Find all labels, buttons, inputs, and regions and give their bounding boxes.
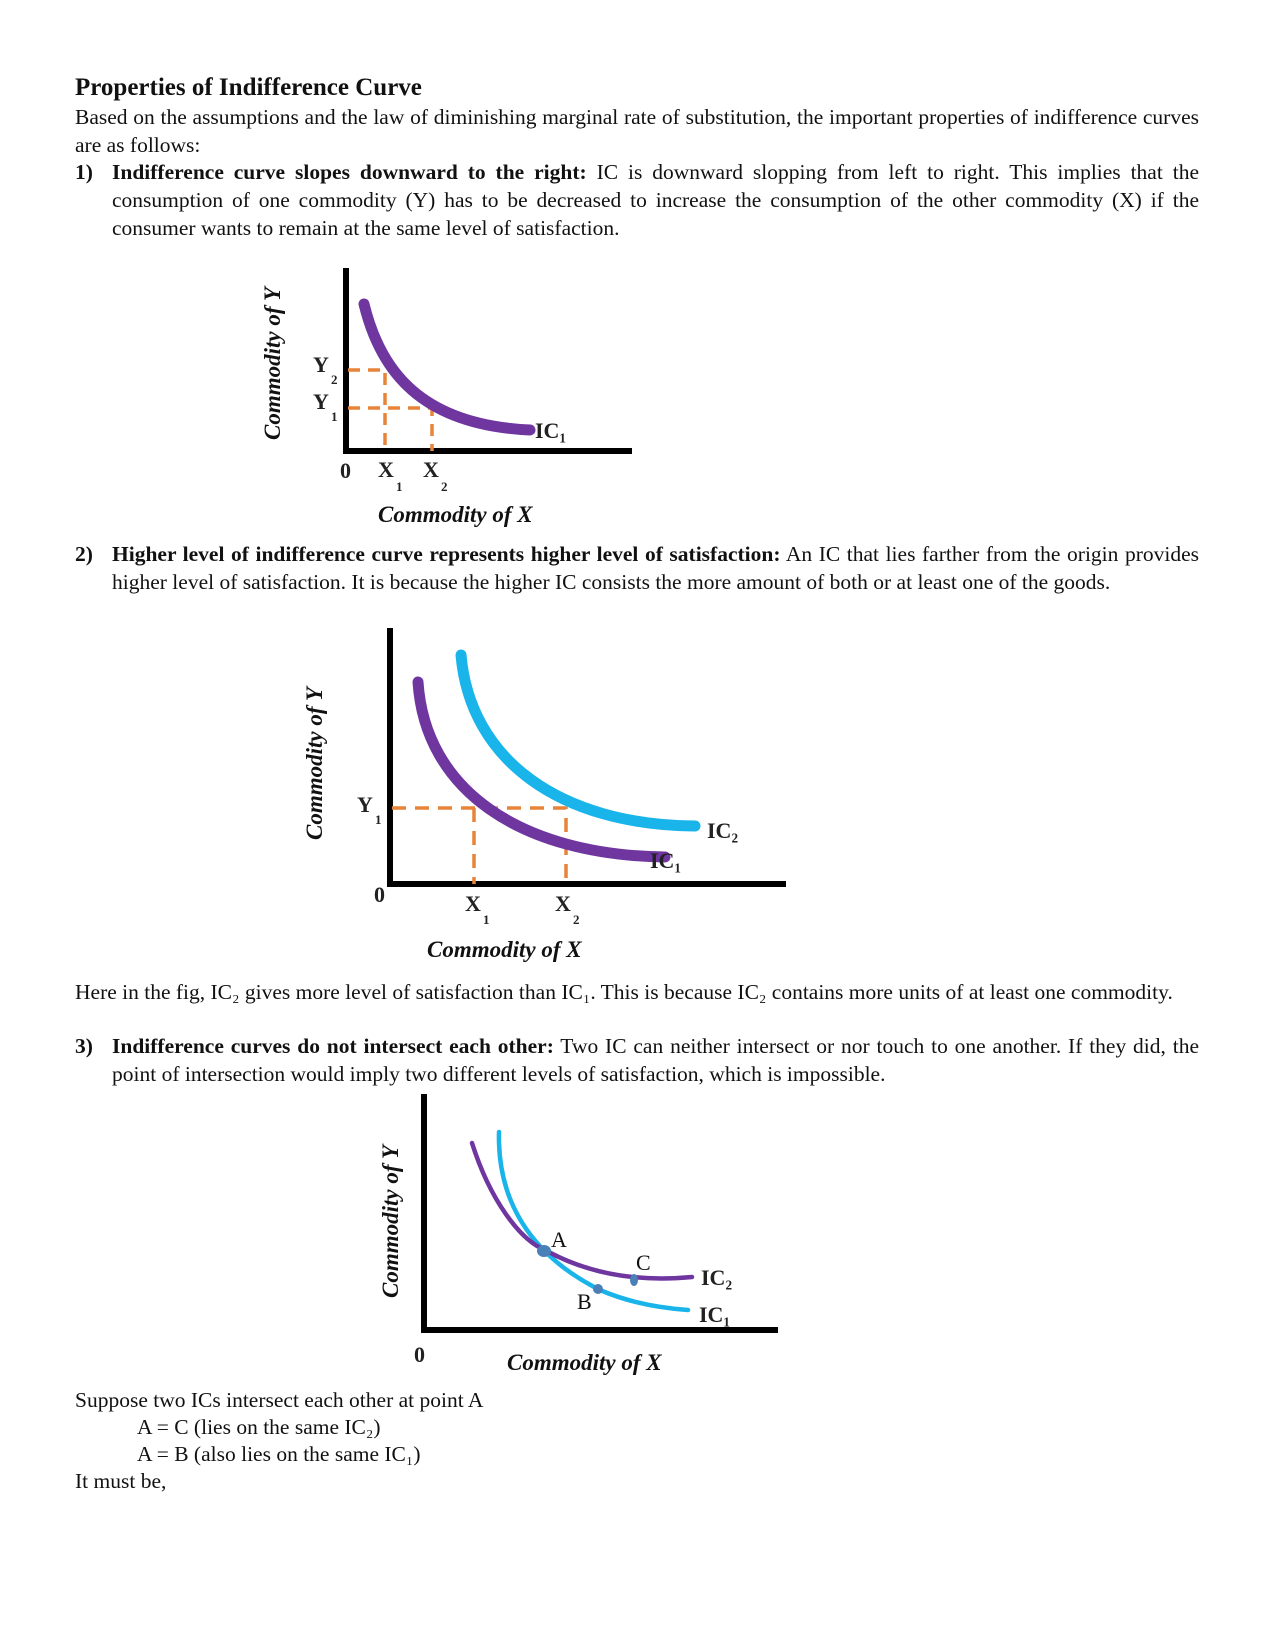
fig3-point-a (537, 1245, 551, 1257)
fig3-ic2-curve (472, 1143, 692, 1279)
fig3-x-axis-title: Commodity of X (507, 1350, 662, 1375)
must-be-text: It must be, (75, 1469, 167, 1493)
fig2-ic1-label: IC₁ (650, 848, 682, 873)
equation-a-b: A = B (also lies on the same IC₁) (137, 1442, 421, 1466)
fig3-point-b (593, 1284, 603, 1294)
fig3-ic1-curve (499, 1132, 688, 1310)
fig1-y2-label: Y (313, 352, 329, 377)
property-1-text: IC is downward slopping from left to right. This implies that the consumption of one commodity (Y) has to be decreased to increase the consumption of the other commodity (X) if the consumer wants to remain at the same level of satisfaction. (112, 160, 1199, 240)
fig3-origin: 0 (414, 1342, 425, 1367)
fig3-ic1-label: IC₁ (699, 1302, 731, 1327)
property-2-text: An IC that lies farther from the origin provides higher level of satisfaction. It is because the higher IC consists the more amount of both or at least one of the goods. (112, 542, 1199, 594)
fig1-y1-label: Y (313, 389, 329, 414)
fig2-ic2-curve (461, 655, 695, 826)
fig3-ic2-label: IC₂ (701, 1265, 733, 1290)
fig2-ic1-curve (418, 682, 665, 857)
fig3-point-a-label: A (551, 1227, 567, 1252)
figure-1-downward-slope (0, 250, 1275, 540)
figure-3-no-intersection (0, 1090, 1275, 1390)
property-3-number: 3) (75, 1034, 93, 1058)
fig2-x-axis-title: Commodity of X (427, 937, 582, 962)
fig1-y2-sub: 2 (331, 372, 338, 387)
suppose-text: Suppose two ICs intersect each other at point A (75, 1388, 484, 1412)
property-2-heading: Higher level of indifference curve represents higher level of satisfaction: (112, 542, 781, 566)
fig3-point-b-label: B (577, 1289, 592, 1314)
fig1-y-axis-title: Commodity of Y (260, 287, 285, 440)
fig2-y1-label: Y (357, 792, 373, 817)
property-3-heading: Indifference curves do not intersect each other: (112, 1034, 554, 1058)
fig2-x1-sub: 1 (483, 912, 490, 927)
fig3-point-c (630, 1274, 638, 1286)
fig2-x2-sub: 2 (573, 912, 580, 927)
fig1-ic1-label: IC₁ (535, 418, 567, 443)
fig1-x2-label: X (423, 457, 439, 482)
fig1-y1-sub: 1 (331, 409, 338, 424)
fig3-point-c-label: C (636, 1250, 651, 1275)
fig3-y-axis-title: Commodity of Y (378, 1145, 403, 1298)
fig1-ic1-curve (364, 304, 530, 430)
fig1-x1-sub: 1 (396, 479, 403, 494)
fig2-guides (392, 808, 566, 884)
property-2 (75, 540, 1199, 596)
intro-paragraph: Based on the assumptions and the law of diminishing marginal rate of substitution, the important properties of indifference curves are as follows: (75, 105, 1199, 157)
fig2-origin: 0 (374, 882, 385, 907)
fig1-x1-label: X (378, 457, 394, 482)
property-3 (75, 1032, 1199, 1088)
fig2-ic2-label: IC₂ (707, 818, 739, 843)
fig1-guides (348, 370, 432, 451)
equation-a-c: A = C (lies on the same IC₂) (137, 1415, 381, 1439)
property-1-number: 1) (75, 160, 93, 184)
property-1 (75, 158, 1199, 242)
figure-2-higher-satisfaction (0, 620, 1275, 970)
fig2-x2-label: X (555, 891, 571, 916)
fig1-x2-sub: 2 (441, 479, 448, 494)
fig2-y1-sub: 1 (375, 812, 382, 827)
property-1-heading: Indifference curve slopes downward to the right: (112, 160, 587, 184)
property-3-text: Two IC can neither intersect or nor touch to one another. If they did, the point of intersection would imply two different levels of satisfaction, which is impossible. (112, 1034, 1199, 1086)
fig2-x1-label: X (465, 891, 481, 916)
fig1-x-axis-title: Commodity of X (378, 502, 533, 527)
fig1-origin: 0 (340, 458, 351, 483)
property-2-number: 2) (75, 542, 93, 566)
page-title: Properties of Indifference Curve (75, 74, 422, 101)
fig2-y-axis-title: Commodity of Y (302, 687, 327, 840)
fig3-axes (421, 1094, 778, 1333)
figure-2-note: Here in the fig, IC₂ gives more level of satisfaction than IC₁. This is because IC₂ contains more units of at least one commodity. (75, 980, 1173, 1004)
